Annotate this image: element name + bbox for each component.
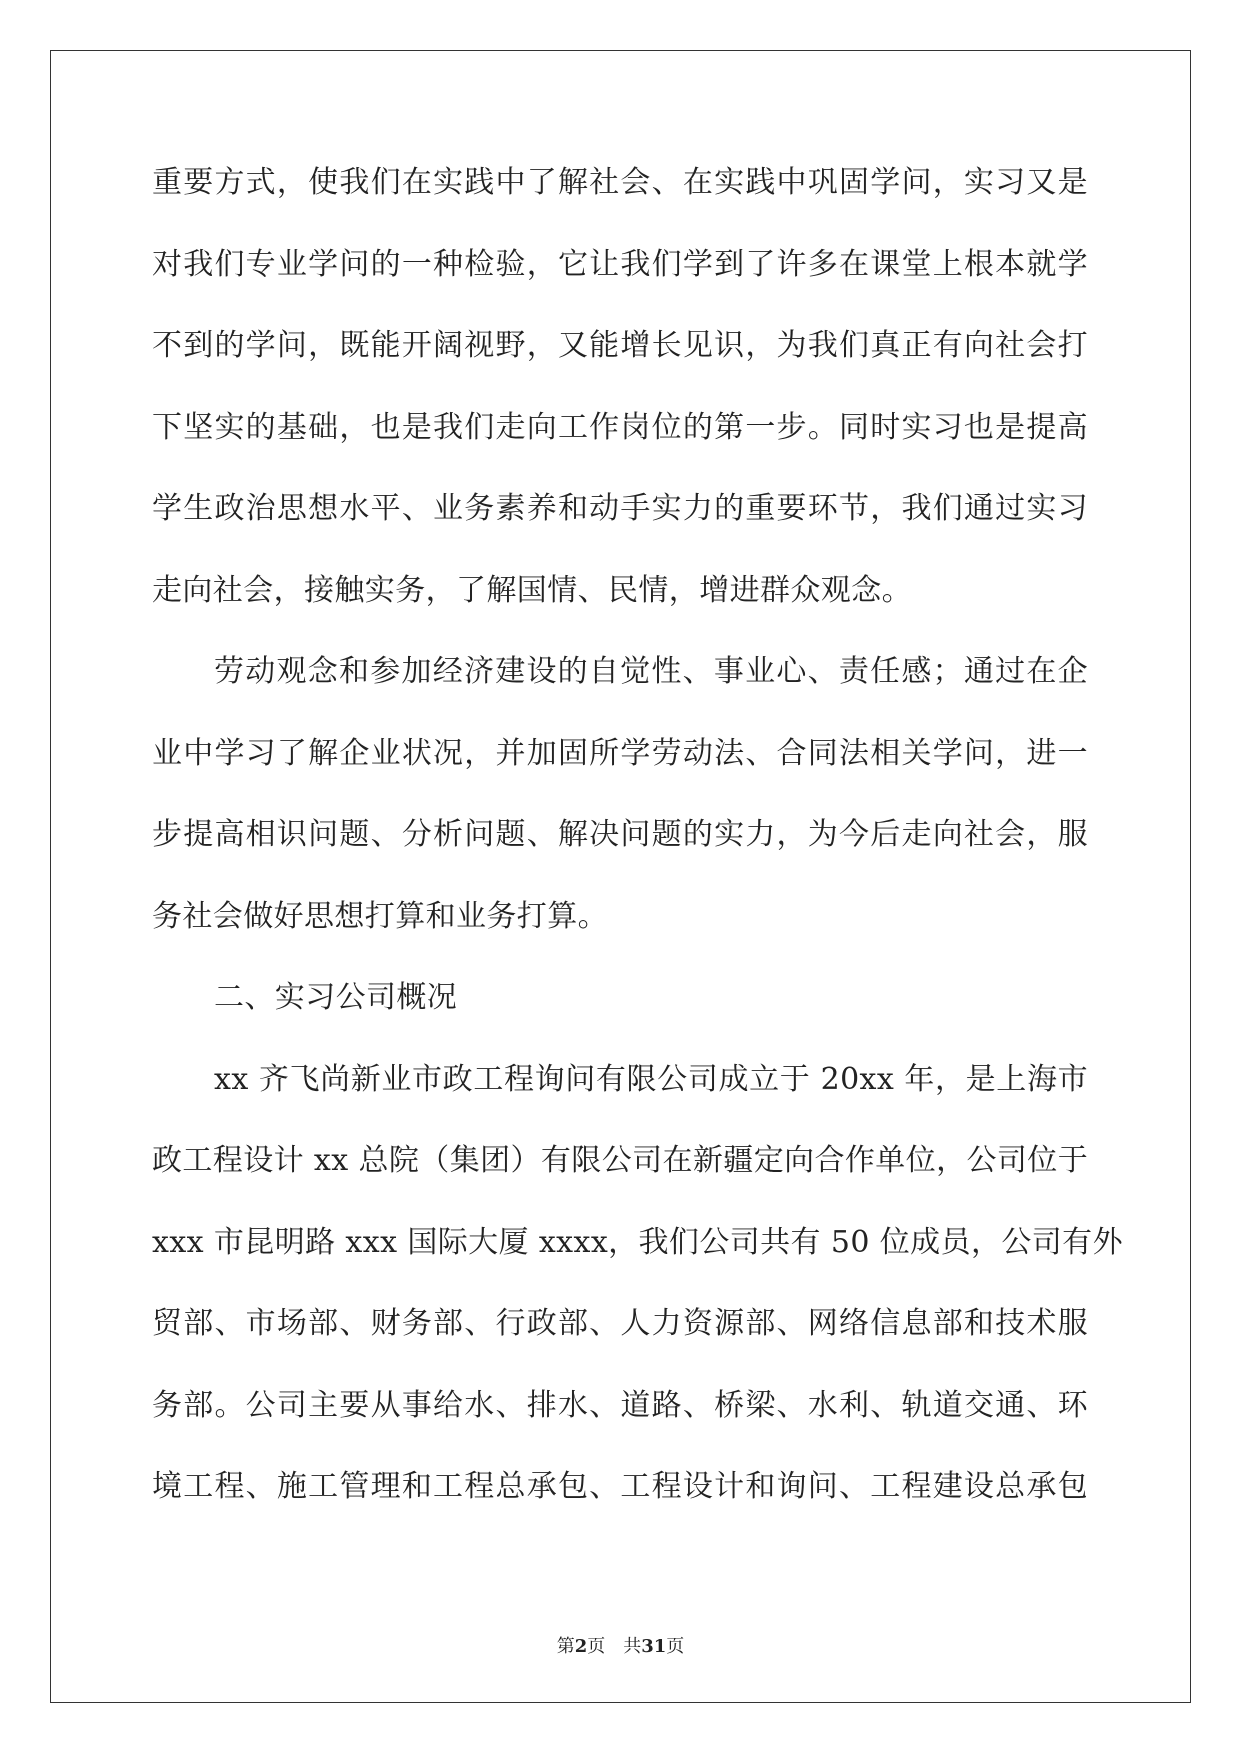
text-line: 对我们专业学问的一种检验，它让我们学到了许多在课堂上根本就学 [152,246,1088,282]
text-line: 学生政治思想水平、业务素养和动手实力的重要环节，我们通过实习 [152,491,1088,526]
text-line: 贸部、市场部、财务部、行政部、人力资源部、网络信息部和技术服 [152,1306,1088,1341]
section-heading: 二、实习公司概况 [214,980,458,1015]
text-line: 重要方式，使我们在实践中了解社会、在实践中巩固学问，实习又是 [152,165,1088,200]
text-line: 步提高相识问题、分析问题、解决问题的实力，为今后走向社会，服 [152,817,1088,852]
total-page-count: 31 [641,1636,667,1657]
current-page-number: 2 [574,1636,588,1657]
paragraph-start-line: xx 齐飞尚新业市政工程询问有限公司成立于 20xx 年，是上海市 [214,1061,1088,1097]
footer-middle: 页 共 [587,1636,642,1657]
text-line: 下坚实的基础，也是我们走向工作岗位的第一步。同时实习也是提高 [152,409,1088,445]
text-line: xxx 市昆明路 xxx 国际大厦 xxxx，我们公司共有 50 位成员，公司有外 [152,1224,1123,1260]
text-line: 务部。公司主要从事给水、排水、道路、桥梁、水利、轨道交通、环 [152,1387,1088,1423]
text-line: 政工程设计 xx 总院（集团）有限公司在新疆定向合作单位，公司位于 [152,1143,1089,1178]
text-line: 务社会做好思想打算和业务打算。 [152,898,608,934]
footer-suffix: 页 [666,1636,685,1657]
text-line: 境工程、施工管理和工程总承包、工程设计和询问、工程建设总承包 [152,1469,1088,1504]
paragraph-start-line: 劳动观念和参加经济建设的自觉性、事业心、责任感；通过在企 [214,654,1088,689]
text-line: 不到的学问，既能开阔视野，又能增长见识，为我们真正有向社会打 [152,328,1088,363]
text-line: 业中学习了解企业状况，并加固所学劳动法、合同法相关学问，进一 [152,735,1088,771]
page-footer [0,1635,1241,1659]
document-body [152,158,1123,1544]
text-line: 走向社会，接触实务，了解国情、民情，增进群众观念。 [152,572,912,608]
footer-prefix: 第 [556,1636,575,1657]
